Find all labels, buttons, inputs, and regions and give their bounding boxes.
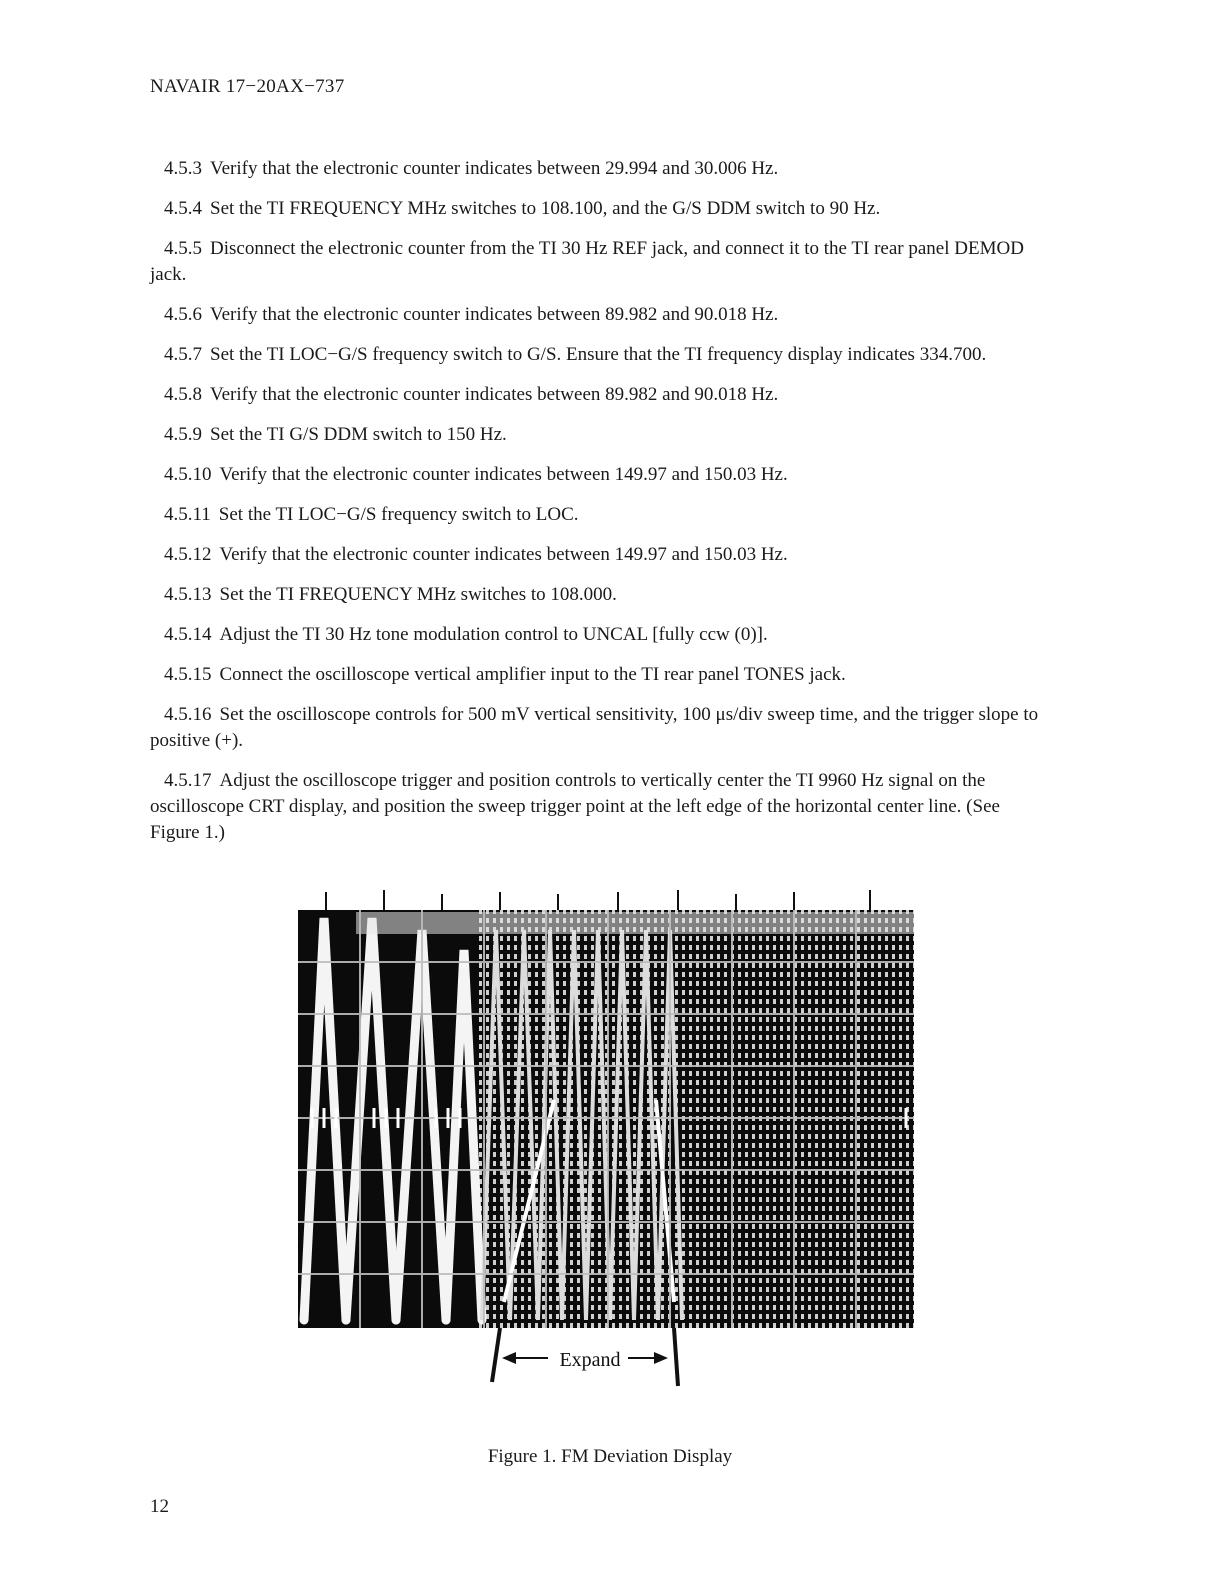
step-number: 4.5.11: [164, 504, 211, 525]
step-number: 4.5.10: [164, 464, 212, 485]
procedure-step: [150, 542, 1050, 568]
step-number: 4.5.4: [164, 198, 202, 219]
procedure-step: [150, 702, 1050, 754]
step-text: Disconnect the electronic counter from the TI 30 Hz REF jack, and connect it to the TI rear panel DEMOD jack.: [150, 238, 1024, 285]
step-number: 4.5.16: [164, 704, 212, 725]
step-text: Verify that the electronic counter indicates between 89.982 and 90.018 Hz.: [210, 384, 779, 405]
step-text: Connect the oscilloscope vertical amplifier input to the TI rear panel TONES jack.: [219, 664, 846, 685]
top-tick-marks: [326, 890, 870, 910]
figure-caption: Figure 1. FM Deviation Display: [487, 1446, 733, 1467]
step-number: 4.5.12: [164, 544, 212, 565]
oscilloscope-photo: [296, 890, 920, 1390]
expand-label: Expand: [559, 1349, 621, 1371]
step-text: Verify that the electronic counter indicates between 29.994 and 30.006 Hz.: [210, 158, 779, 179]
step-number: 4.5.7: [164, 344, 202, 365]
step-number: 4.5.9: [164, 424, 202, 445]
procedure-step: [150, 302, 1050, 328]
procedure-step: [150, 196, 1050, 222]
step-number: 4.5.6: [164, 304, 202, 325]
procedure-step: [150, 422, 1050, 448]
procedure-step: [150, 342, 1050, 368]
step-number: 4.5.17: [164, 770, 212, 791]
step-text: Adjust the oscilloscope trigger and position controls to vertically center the TI 9960 Hz signal on the oscilloscope CRT display, and position the sweep trigger point at the left edge of the horizontal center line. (See Figure 1.): [150, 770, 1000, 843]
page-number: 12: [150, 1496, 169, 1517]
step-text: Adjust the TI 30 Hz tone modulation control to UNCAL [fully ccw (0)].: [219, 624, 768, 645]
procedure-steps: [150, 156, 1050, 860]
procedure-step: [150, 236, 1050, 288]
document-id-header: NAVAIR 17−20AX−737: [150, 76, 345, 97]
step-number: 4.5.13: [164, 584, 212, 605]
step-text: Set the TI FREQUENCY MHz switches to 108.000.: [219, 584, 617, 605]
procedure-step: [150, 662, 1050, 688]
step-number: 4.5.15: [164, 664, 212, 685]
procedure-step: [150, 382, 1050, 408]
step-text: Verify that the electronic counter indicates between 149.97 and 150.03 Hz.: [219, 544, 788, 565]
step-text: Set the oscilloscope controls for 500 mV vertical sensitivity, 100 μs/div sweep time, and the trigger slope to positive (+).: [150, 704, 1039, 751]
step-text: Set the TI G/S DDM switch to 150 Hz.: [210, 424, 507, 445]
step-number: 4.5.3: [164, 158, 202, 179]
procedure-step: [150, 502, 1050, 528]
procedure-step: [150, 622, 1050, 648]
step-text: Set the TI LOC−G/S frequency switch to G/S. Ensure that the TI frequency display indicates 334.700.: [210, 344, 987, 365]
procedure-step: [150, 768, 1050, 846]
step-number: 4.5.5: [164, 238, 202, 259]
step-text: Verify that the electronic counter indicates between 89.982 and 90.018 Hz.: [210, 304, 779, 325]
procedure-step: [150, 582, 1050, 608]
procedure-step: [150, 156, 1050, 182]
step-text: Verify that the electronic counter indicates between 149.97 and 150.03 Hz.: [219, 464, 788, 485]
step-number: 4.5.8: [164, 384, 202, 405]
step-number: 4.5.14: [164, 624, 212, 645]
step-text: Set the TI FREQUENCY MHz switches to 108.100, and the G/S DDM switch to 90 Hz.: [210, 198, 881, 219]
procedure-step: [150, 462, 1050, 488]
fm-deviation-figure: [296, 890, 920, 1390]
step-text: Set the TI LOC−G/S frequency switch to LOC.: [218, 504, 579, 525]
